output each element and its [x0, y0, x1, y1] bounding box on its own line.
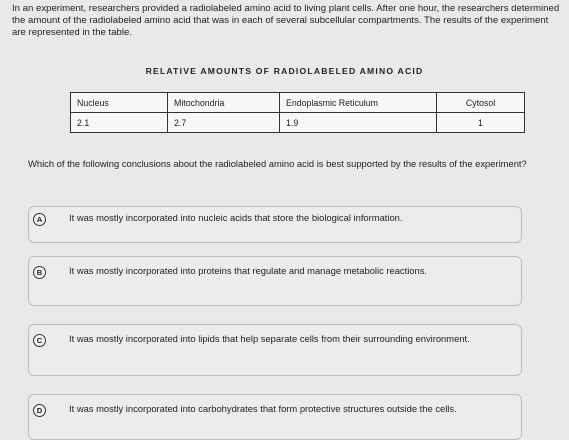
answer-option-b[interactable] — [28, 256, 522, 306]
value-mitochondria: 2.7 — [168, 113, 280, 133]
value-nucleus: 2.1 — [71, 113, 168, 133]
results-table — [70, 92, 525, 133]
answer-option-a[interactable] — [28, 206, 522, 243]
value-endoplasmic-reticulum: 1.9 — [280, 113, 437, 133]
option-letter-a: A — [33, 213, 46, 226]
value-cytosol: 1 — [437, 113, 525, 133]
table-title: RELATIVE AMOUNTS OF RADIOLABELED AMINO ACID — [145, 66, 424, 76]
option-letter-b: B — [33, 266, 46, 279]
header-endoplasmic-reticulum: Endoplasmic Reticulum — [280, 93, 437, 113]
answer-option-d[interactable] — [28, 394, 522, 440]
intro-text: In an experiment, researchers provided a radiolabeled amino acid to living plant cells. After one hour, the researchers determined the amount of the radiolabeled amino acid that was in each of several subcellular compartments. The results of the experiment are represented in the table. — [12, 3, 560, 38]
question-stem: Which of the following conclusions about the radiolabeled amino acid is best supported by the results of the experiment? — [28, 158, 527, 169]
header-nucleus: Nucleus — [71, 93, 168, 113]
answer-option-c[interactable] — [28, 324, 522, 376]
table-header-row — [71, 93, 525, 113]
table-row — [71, 113, 525, 133]
header-mitochondria: Mitochondria — [168, 93, 280, 113]
option-letter-d: D — [33, 404, 46, 417]
header-cytosol: Cytosol — [437, 93, 525, 113]
option-text-c: It was mostly incorporated into lipids that help separate cells from their surrounding environment. — [69, 333, 470, 344]
option-text-b: It was mostly incorporated into proteins that regulate and manage metabolic reactions. — [69, 265, 428, 276]
option-text-d: It was mostly incorporated into carbohydrates that form protective structures outside the cells. — [69, 403, 457, 414]
option-letter-c: C — [33, 334, 46, 347]
option-text-a: It was mostly incorporated into nucleic acids that store the biological information. — [69, 212, 403, 223]
